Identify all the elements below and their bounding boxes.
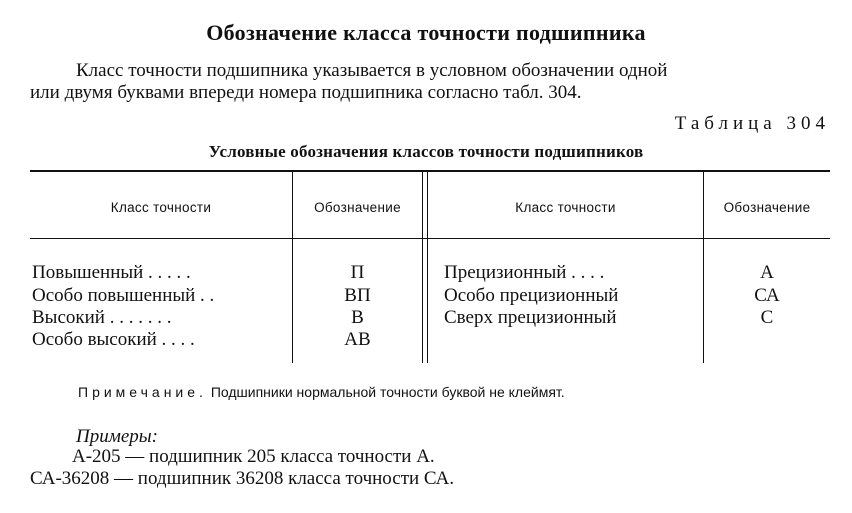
left-row-2-code: ВП [344, 285, 371, 306]
left-row-3-class: Высокий . . . . . . . [32, 307, 172, 328]
left-row-2-class: Особо повышенный . . [32, 285, 215, 306]
right-row-1-class: Прецизионный . . . . [444, 262, 605, 283]
left-row-3-code: В [351, 307, 364, 328]
page-title: Обозначение класса точности подшипника [206, 20, 646, 45]
header-right-class: Класс точности [515, 200, 616, 215]
right-row-2-code: СА [754, 285, 780, 306]
header-left-class: Класс точности [110, 200, 212, 215]
note-label: Примечание. [78, 384, 207, 400]
header-left-code: Обозначение [314, 200, 401, 215]
table-note [78, 384, 565, 400]
right-row-3-class: Сверх прецизионный [444, 307, 617, 328]
table-caption: Условные обозначения классов точности подшипников [208, 142, 644, 161]
left-row-1-class: Повышенный . . . . . [32, 262, 191, 283]
column-divider-2a [422, 171, 423, 363]
right-row-2-class: Особо прецизионный [444, 285, 619, 306]
table-top-rule [30, 170, 830, 172]
right-row-1-code: А [760, 262, 774, 283]
example-item-2: СА-36208 — подшипник 36208 класса точности СА. [30, 468, 455, 489]
left-row-1-code: П [350, 262, 365, 283]
left-row-4-class: Особо высокий . . . . [32, 329, 195, 350]
examples-heading: Примеры: [76, 426, 158, 447]
right-row-3-code: С [760, 307, 774, 328]
left-row-4-code: АВ [344, 329, 371, 350]
intro-paragraph-line-1: Класс точности подшипника указывается в условном обозначении одной [76, 60, 668, 81]
note-text: Подшипники нормальной точности буквой не клеймят. [210, 384, 565, 400]
table-header-rule [30, 238, 830, 239]
table-number-label: Таблица 304 [674, 113, 830, 134]
example-item-1: А-205 — подшипник 205 класса точности А. [72, 446, 435, 467]
header-right-code: Обозначение [723, 200, 811, 215]
intro-paragraph-line-2: или двумя буквами впереди номера подшипника согласно табл. 304. [30, 82, 582, 103]
